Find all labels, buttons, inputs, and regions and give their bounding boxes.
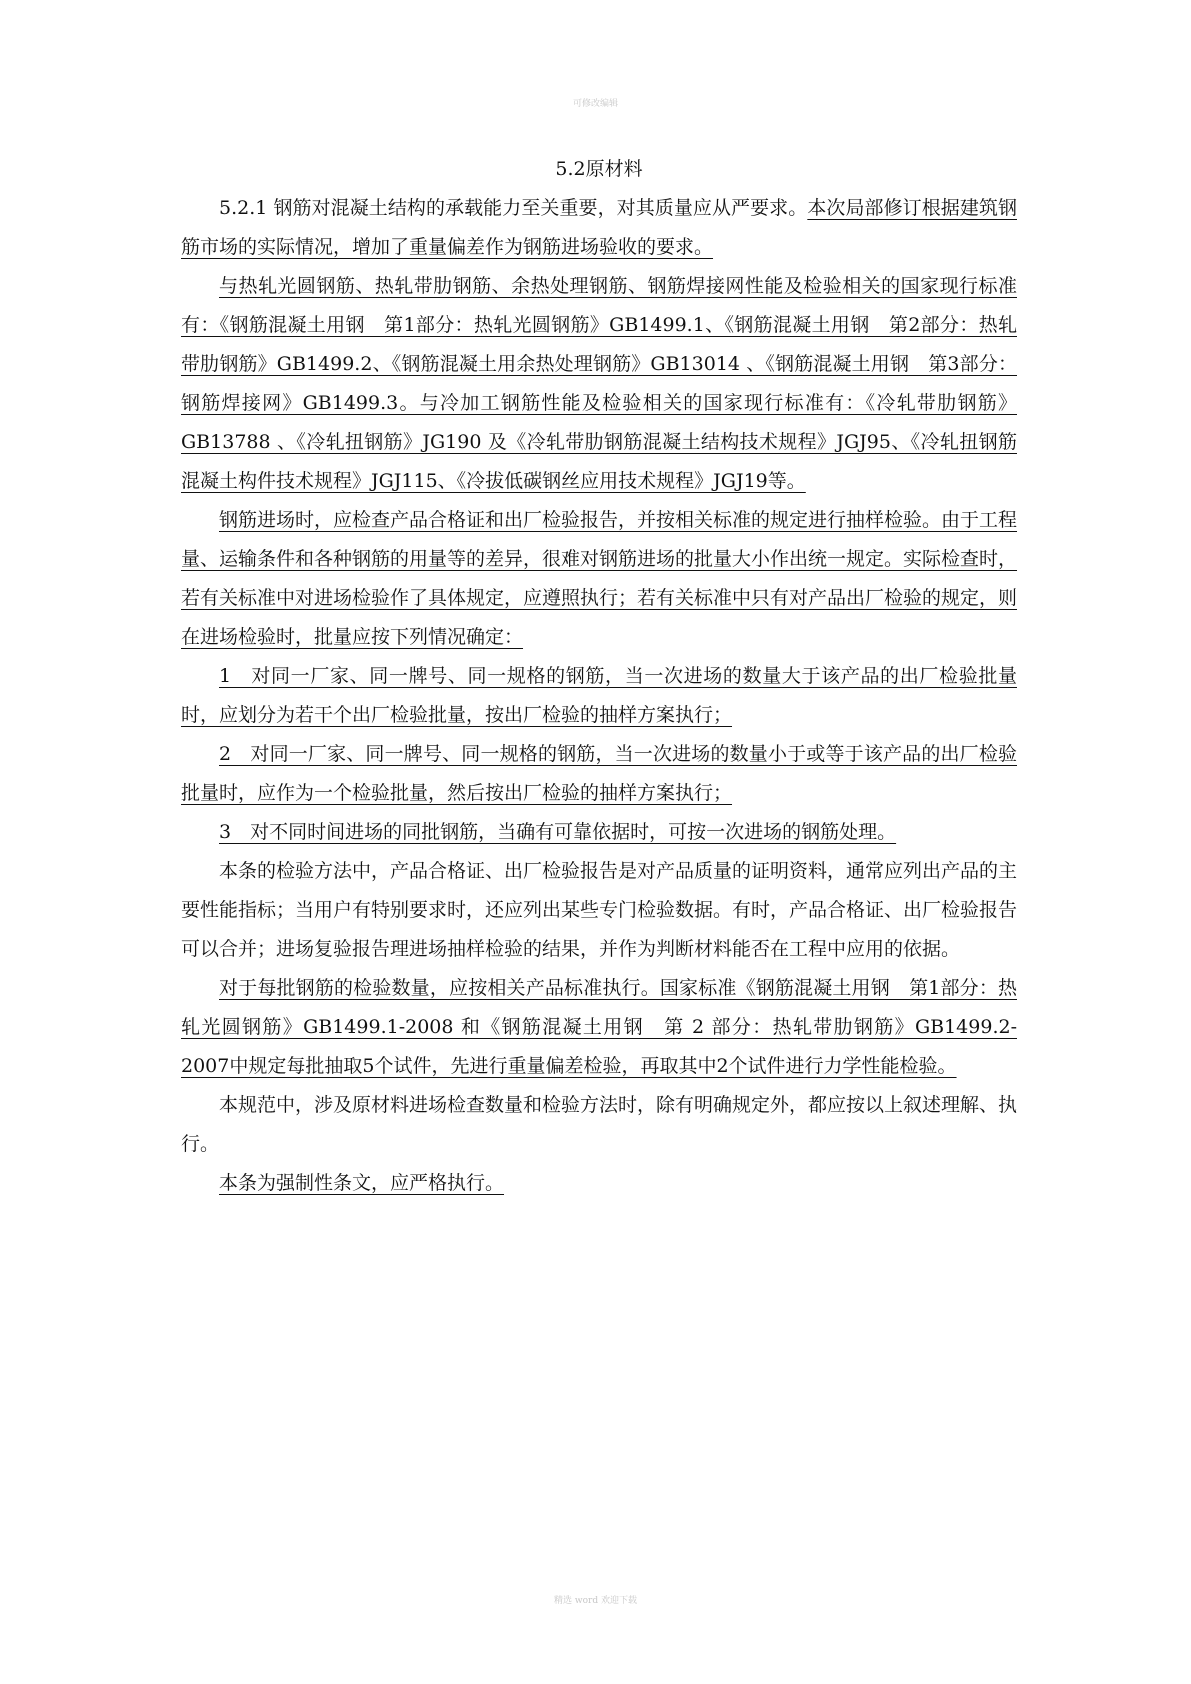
paragraph-scope: 本规范中，涉及原材料进场检查数量和检验方法时，除有明确规定外，都应按以上叙述理解、执行。 — [181, 1094, 1018, 1155]
paragraph-methods: 本条的检验方法中，产品合格证、出厂检验报告是对产品质量的证明资料，通常应列出产品的主要性能指标；当用户有特别要求时，还应列出某些专门检验数据。有时，产品合格证、出厂检验报告可以合并；进场复验报告理进场抽样检验的结果，并作为判断材料能否在工程中应用的依据。 — [181, 860, 1018, 960]
list-item-1 — [181, 657, 1017, 735]
paragraph-text: 与热轧光圆钢筋、热轧带肋钢筋、余热处理钢筋、钢筋焊接网性能及检验相关的国家现行标准有：《钢筋混凝土用钢 第1部分：热轧光圆钢筋》GB1499.1、《钢筋混凝土用钢 第2部分：热轧带肋钢筋》GB1499.2、《钢筋混凝土用余热处理钢筋》GB13014 、《钢筋混凝土用钢 第3部分：钢筋焊接网》GB1499.3。与冷加工钢筋性能及检验相关的国家现行标准有：《冷轧带肋钢筋》GB13788 、《冷轧扭钢筋》JG190 及《冷轧带肋钢筋混凝土结构技术规程》JGJ95、《冷轧扭钢筋混凝土构件技术规程》JGJ115、《冷拔低碳钢丝应用技术规程》JGJ19等。 — [181, 275, 1017, 492]
paragraph-plain-text: 5.2.1 钢筋对混凝土结构的承载能力至关重要，对其质量应从严要求。 — [219, 197, 808, 219]
footer-note: 精选 word 欢迎下载 — [554, 1596, 637, 1606]
list-item-text: 1 对同一厂家、同一牌号、同一规格的钢筋，当一次进场的数量大于该产品的出厂检验批量时，应划分为若干个出厂检验批量，按出厂检验的抽样方案执行； — [181, 665, 1017, 726]
paragraph-inspection — [181, 501, 1017, 657]
paragraph-5-2-1 — [181, 189, 1017, 267]
document-body — [181, 150, 1017, 1203]
paragraph-underlined-text: 本次局部修订根据建筑钢筋市场的实际情况，增加了重量偏差作为钢筋进场验收的要求。 — [181, 197, 1017, 258]
list-item-text: 3 对不同时间进场的同批钢筋，当确有可靠依据时，可按一次进场的钢筋处理。 — [219, 821, 897, 843]
list-item-text: 2 对同一厂家、同一牌号、同一规格的钢筋，当一次进场的数量小于或等于该产品的出厂检验批量时，应作为一个检验批量，然后按出厂检验的抽样方案执行； — [181, 743, 1017, 804]
paragraph-text: 本条为强制性条文，应严格执行。 — [219, 1172, 505, 1194]
paragraph-standards — [181, 267, 1017, 501]
paragraph-text: 钢筋进场时，应检查产品合格证和出厂检验报告，并按相关标准的规定进行抽样检验。由于工程量、运输条件和各种钢筋的用量等的差异，很难对钢筋进场的批量大小作出统一规定。实际检查时，若有关标准中对进场检验作了具体规定，应遵照执行；若有关标准中只有对产品出厂检验的规定，则在进场检验时，批量应按下列情况确定： — [181, 509, 1018, 648]
paragraph-quantity — [181, 969, 1017, 1086]
list-item-3 — [181, 813, 1017, 852]
header-note: 可修改编辑 — [572, 99, 618, 109]
paragraph-text: 对于每批钢筋的检验数量，应按相关产品标准执行。国家标准《钢筋混凝土用钢 第1部分：热轧光圆钢筋》GB1499.1-2008 和《钢筋混凝土用钢 第 2 部分：热轧带肋钢筋》GB1499.2-2007中规定每批抽取5个试件，先进行重量偏差检验，再取其中2个试件进行力学性能检验。 — [181, 977, 1017, 1077]
section-title: 5.2原材料 — [555, 158, 643, 180]
list-item-2 — [181, 735, 1017, 813]
paragraph-mandatory — [181, 1164, 1017, 1203]
